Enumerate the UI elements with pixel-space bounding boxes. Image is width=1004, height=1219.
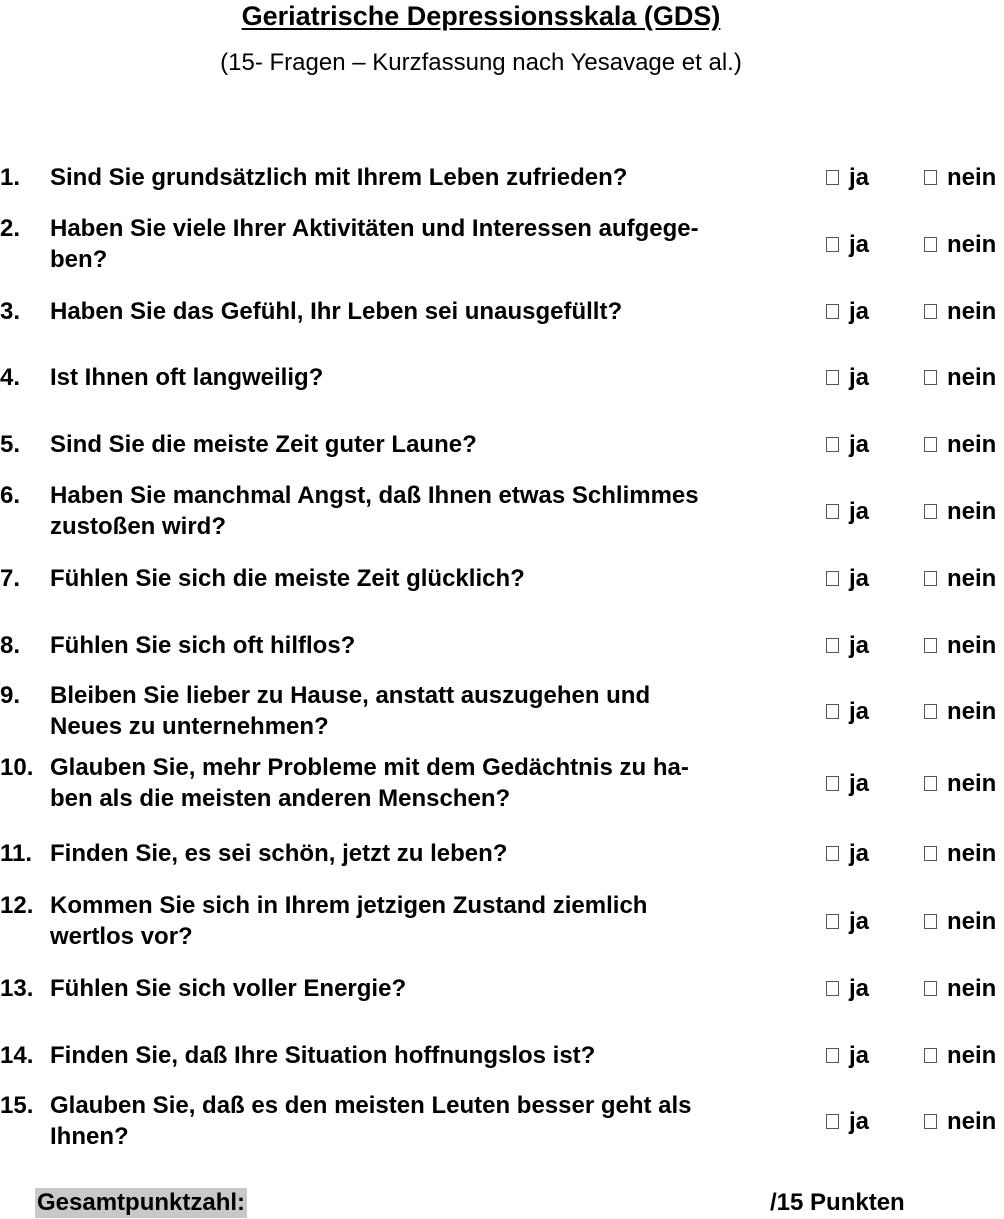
option-ja[interactable] bbox=[826, 162, 869, 193]
question-number: 8. bbox=[0, 631, 21, 659]
question-text bbox=[50, 162, 800, 193]
checkbox-nein[interactable] bbox=[924, 437, 937, 452]
question-text-line: ben als die meisten anderen Menschen? bbox=[50, 785, 511, 812]
checkbox-nein[interactable] bbox=[924, 504, 937, 519]
question-text-line: Ist Ihnen oft langweilig? bbox=[50, 363, 324, 391]
question-text bbox=[50, 838, 800, 869]
question-number: 1. bbox=[0, 163, 21, 191]
option-nein[interactable] bbox=[924, 906, 996, 937]
option-label-nein: nein bbox=[947, 1041, 997, 1069]
option-ja[interactable] bbox=[826, 768, 869, 799]
option-ja[interactable] bbox=[826, 906, 869, 937]
option-label-ja: ja bbox=[849, 497, 870, 525]
question-text bbox=[50, 480, 800, 542]
checkbox-nein[interactable] bbox=[924, 638, 937, 653]
question-text-line: ben? bbox=[50, 246, 108, 273]
question-text-line: wertlos vor? bbox=[50, 923, 193, 950]
question-number: 9. bbox=[0, 682, 21, 709]
question-text-line: Glauben Sie, mehr Probleme mit dem Gedächtnis zu ha- bbox=[50, 754, 689, 781]
option-ja[interactable] bbox=[826, 229, 869, 260]
question-text bbox=[50, 429, 800, 460]
option-label-nein: nein bbox=[947, 631, 997, 659]
option-nein[interactable] bbox=[924, 630, 996, 661]
question-text-line: Finden Sie, es sei schön, jetzt zu leben? bbox=[50, 839, 508, 867]
option-label-nein: nein bbox=[947, 297, 997, 325]
option-label-ja: ja bbox=[849, 769, 870, 797]
checkbox-ja[interactable] bbox=[826, 704, 839, 719]
option-nein[interactable] bbox=[924, 229, 996, 260]
option-label-nein: nein bbox=[947, 697, 997, 725]
option-ja[interactable] bbox=[826, 296, 869, 327]
question-text bbox=[50, 1090, 800, 1152]
option-nein[interactable] bbox=[924, 1106, 996, 1137]
question-number: 11. bbox=[0, 839, 33, 867]
option-nein[interactable] bbox=[924, 973, 996, 1004]
checkbox-ja[interactable] bbox=[826, 170, 839, 185]
question-text-line: Kommen Sie sich in Ihrem jetzigen Zustand ziemlich bbox=[50, 892, 648, 919]
option-label-nein: nein bbox=[947, 430, 997, 458]
question-number: 10. bbox=[0, 754, 34, 781]
option-nein[interactable] bbox=[924, 563, 996, 594]
question-text-line: zustoßen wird? bbox=[50, 513, 226, 540]
checkbox-ja[interactable] bbox=[826, 638, 839, 653]
option-label-nein: nein bbox=[947, 363, 997, 391]
option-label-ja: ja bbox=[849, 697, 870, 725]
option-label-nein: nein bbox=[947, 839, 997, 867]
question-text bbox=[50, 213, 800, 275]
checkbox-nein[interactable] bbox=[924, 237, 937, 252]
question-text-line: Ihnen? bbox=[50, 1123, 129, 1150]
total-score-label: Gesamtpunktzahl: bbox=[37, 1189, 246, 1216]
question-text-line: Haben Sie das Gefühl, Ihr Leben sei unausgefüllt? bbox=[50, 297, 623, 325]
total-score-value: /15 Punkten bbox=[770, 1189, 905, 1216]
question-text bbox=[50, 630, 800, 661]
checkbox-ja[interactable] bbox=[826, 1048, 839, 1063]
checkbox-nein[interactable] bbox=[924, 1114, 937, 1129]
checkbox-ja[interactable] bbox=[826, 1114, 839, 1129]
option-ja[interactable] bbox=[826, 429, 869, 460]
question-number: 14. bbox=[0, 1041, 34, 1069]
checkbox-nein[interactable] bbox=[924, 571, 937, 586]
option-label-nein: nein bbox=[947, 230, 997, 258]
option-ja[interactable] bbox=[826, 1106, 869, 1137]
checkbox-nein[interactable] bbox=[924, 776, 937, 791]
option-label-nein: nein bbox=[947, 769, 997, 797]
option-label-ja: ja bbox=[849, 1041, 870, 1069]
option-nein[interactable] bbox=[924, 162, 996, 193]
option-nein[interactable] bbox=[924, 696, 996, 727]
option-label-ja: ja bbox=[849, 974, 870, 1002]
checkbox-ja[interactable] bbox=[826, 846, 839, 861]
page-title: Geriatrische Depressionsskala (GDS) bbox=[241, 1, 721, 31]
option-label-ja: ja bbox=[849, 430, 870, 458]
option-label-ja: ja bbox=[849, 297, 870, 325]
checkbox-ja[interactable] bbox=[826, 370, 839, 385]
checkbox-ja[interactable] bbox=[826, 237, 839, 252]
checkbox-ja[interactable] bbox=[826, 571, 839, 586]
option-nein[interactable] bbox=[924, 838, 996, 869]
question-text-line: Haben Sie manchmal Angst, daß Ihnen etwas Schlimmes bbox=[50, 482, 699, 509]
option-label-ja: ja bbox=[849, 163, 870, 191]
question-text bbox=[50, 563, 800, 594]
question-text bbox=[50, 752, 800, 814]
option-label-ja: ja bbox=[849, 839, 870, 867]
option-label-nein: nein bbox=[947, 974, 997, 1002]
question-text-line: Fühlen Sie sich oft hilflos? bbox=[50, 631, 356, 659]
question-text-line: Bleiben Sie lieber zu Hause, anstatt auszugehen und bbox=[50, 682, 651, 709]
option-label-nein: nein bbox=[947, 564, 997, 592]
option-nein[interactable] bbox=[924, 768, 996, 799]
checkbox-nein[interactable] bbox=[924, 170, 937, 185]
option-ja[interactable] bbox=[826, 563, 869, 594]
question-number: 3. bbox=[0, 297, 21, 325]
checkbox-ja[interactable] bbox=[826, 776, 839, 791]
question-text-line: Sind Sie die meiste Zeit guter Laune? bbox=[50, 430, 477, 458]
option-label-nein: nein bbox=[947, 1107, 997, 1135]
option-label-ja: ja bbox=[849, 363, 870, 391]
option-label-ja: ja bbox=[849, 564, 870, 592]
question-number: 7. bbox=[0, 564, 21, 592]
checkbox-ja[interactable] bbox=[826, 437, 839, 452]
checkbox-nein[interactable] bbox=[924, 704, 937, 719]
option-label-nein: nein bbox=[947, 163, 997, 191]
question-text bbox=[50, 362, 800, 393]
checkbox-nein[interactable] bbox=[924, 1048, 937, 1063]
option-nein[interactable] bbox=[924, 429, 996, 460]
checkbox-ja[interactable] bbox=[826, 914, 839, 929]
option-nein[interactable] bbox=[924, 296, 996, 327]
checkbox-nein[interactable] bbox=[924, 914, 937, 929]
option-ja[interactable] bbox=[826, 496, 869, 527]
question-number: 4. bbox=[0, 363, 21, 391]
checkbox-ja[interactable] bbox=[826, 304, 839, 319]
option-ja[interactable] bbox=[826, 696, 869, 727]
question-text-line: Glauben Sie, daß es den meisten Leuten besser geht als bbox=[50, 1092, 692, 1119]
page-subtitle: (15- Fragen – Kurzfassung nach Yesavage et al.) bbox=[220, 49, 742, 76]
option-label-nein: nein bbox=[947, 497, 997, 525]
option-label-nein: nein bbox=[947, 907, 997, 935]
checkbox-nein[interactable] bbox=[924, 304, 937, 319]
question-text-line: Sind Sie grundsätzlich mit Ihrem Leben zufrieden? bbox=[50, 163, 628, 191]
question-text bbox=[50, 973, 800, 1004]
option-label-ja: ja bbox=[849, 631, 870, 659]
question-text-line: Finden Sie, daß Ihre Situation hoffnungslos ist? bbox=[50, 1041, 596, 1069]
option-nein[interactable] bbox=[924, 496, 996, 527]
question-text-line: Neues zu unternehmen? bbox=[50, 713, 329, 740]
question-text bbox=[50, 1040, 800, 1071]
option-label-ja: ja bbox=[849, 230, 870, 258]
option-nein[interactable] bbox=[924, 362, 996, 393]
question-text bbox=[50, 890, 800, 952]
question-text bbox=[50, 296, 800, 327]
option-nein[interactable] bbox=[924, 1040, 996, 1071]
option-label-ja: ja bbox=[849, 907, 870, 935]
question-number: 13. bbox=[0, 974, 34, 1002]
option-label-ja: ja bbox=[849, 1107, 870, 1135]
question-text-line: Fühlen Sie sich die meiste Zeit glücklich? bbox=[50, 564, 525, 592]
question-text-line: Haben Sie viele Ihrer Aktivitäten und Interessen aufgege- bbox=[50, 215, 699, 242]
option-ja[interactable] bbox=[826, 973, 869, 1004]
checkbox-nein[interactable] bbox=[924, 846, 937, 861]
checkbox-nein[interactable] bbox=[924, 370, 937, 385]
option-ja[interactable] bbox=[826, 838, 869, 869]
option-ja[interactable] bbox=[826, 630, 869, 661]
option-ja[interactable] bbox=[826, 1040, 869, 1071]
question-text bbox=[50, 680, 800, 742]
option-ja[interactable] bbox=[826, 362, 869, 393]
question-number: 6. bbox=[0, 482, 21, 509]
question-text-line: Fühlen Sie sich voller Energie? bbox=[50, 974, 407, 1002]
question-number: 2. bbox=[0, 215, 21, 242]
checkbox-ja[interactable] bbox=[826, 981, 839, 996]
checkbox-nein[interactable] bbox=[924, 981, 937, 996]
checkbox-ja[interactable] bbox=[826, 504, 839, 519]
question-number: 15. bbox=[0, 1092, 34, 1119]
question-number: 5. bbox=[0, 430, 21, 458]
question-number: 12. bbox=[0, 892, 34, 919]
